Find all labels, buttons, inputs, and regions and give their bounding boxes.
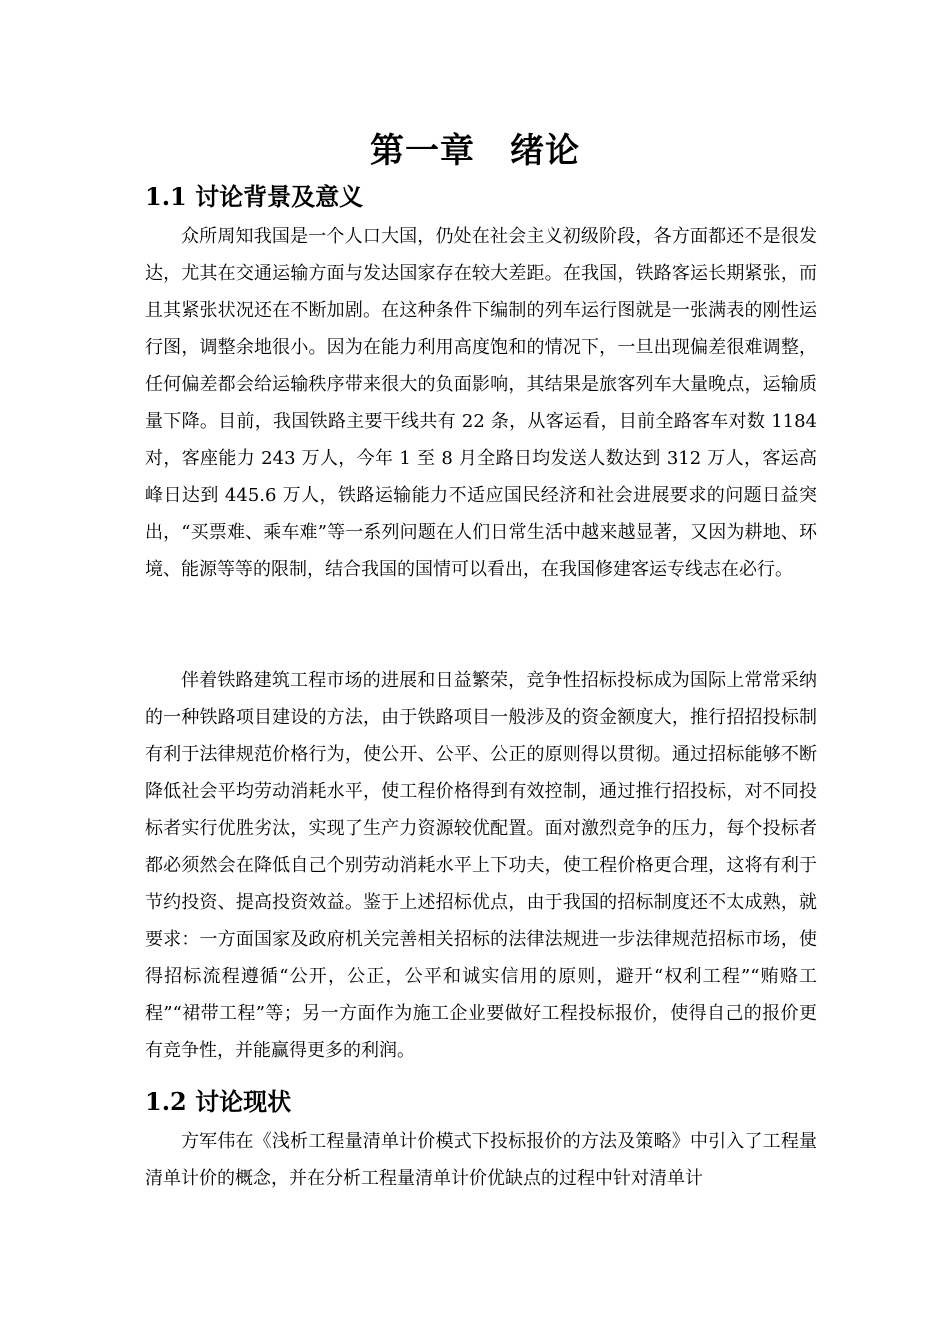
body-paragraph: 众所周知我国是一个人口大国，仍处在社会主义初级阶段，各方面都还不是很发达，尤其在交通运输方面与发达国家存在较大差距。在我国，铁路客运长期紧张，而且其紧张状况还在不断加剧。在这种条件下编制的列车运行图就是一张满表的刚性运行图，调整余地很小。因为在能力利用高度饱和的情况下，一旦出现偏差很难调整，任何偏差都会给运输秩序带来很大的负面影响，其结果是旅客列车大量晚点，运输质量下降。目前，我国铁路主要干线共有 22 条，从客运看，目前全路客车对数 1184 对，客座能力 243 万人，今年 1 至 8 月全路日均发送人数达到 312 万人，客运高峰日达到 445.6 万人，铁路运输能力不适应国民经济和社会进展要求的问题日益突出，“买票难、乘车难”等一系列问题在人们日常生活中越来越显著，又因为耕地、环境、能源等等的限制，结合我国的国情可以看出，在我国修建客运专线志在必行。 bbox=[145, 226, 817, 580]
section-heading-1-2: 1.2 讨论现状 bbox=[145, 1087, 292, 1116]
section-heading-1-1: 1.1 讨论背景及意义 bbox=[145, 182, 364, 211]
body-paragraph: 方军伟在《浅析工程量清单计价模式下投标报价的方法及策略》中引入了工程量清单计价的概念，并在分析工程量清单计价优缺点的过程中针对清单计 bbox=[145, 1131, 817, 1189]
chapter-title: 第一章 绪论 bbox=[370, 131, 580, 171]
body-paragraph: 伴着铁路建筑工程市场的进展和日益繁荣，竞争性招标投标成为国际上常常采纳的一种铁路项目建设的方法，由于铁路项目一般涉及的资金额度大，推行招招投标制有利于法律规范价格行为，使公开、公平、公正的原则得以贯彻。通过招标能够不断降低社会平均劳动消耗水平，使工程价格得到有效控制，通过推行招投标，对不同投标者实行优胜劣汰，实现了生产力资源较优配置。面对激烈竞争的压力，每个投标者都必须然会在降低自己个别劳动消耗水平上下功夫，使工程价格更合理，这将有利于节约投资、提高投资效益。鉴于上述招标优点，由于我国的招标制度还不太成熟，就要求：一方面国家及政府机关完善相关招标的法律法规进一步法律规范招标市场，使得招标流程遵循“公开，公正，公平和诚实信用的原则，避开“权利工程”“贿赂工程”“裙带工程”等；另一方面作为施工企业要做好工程投标报价，使得自己的报价更有竞争性，并能赢得更多的利润。 bbox=[145, 670, 817, 1061]
